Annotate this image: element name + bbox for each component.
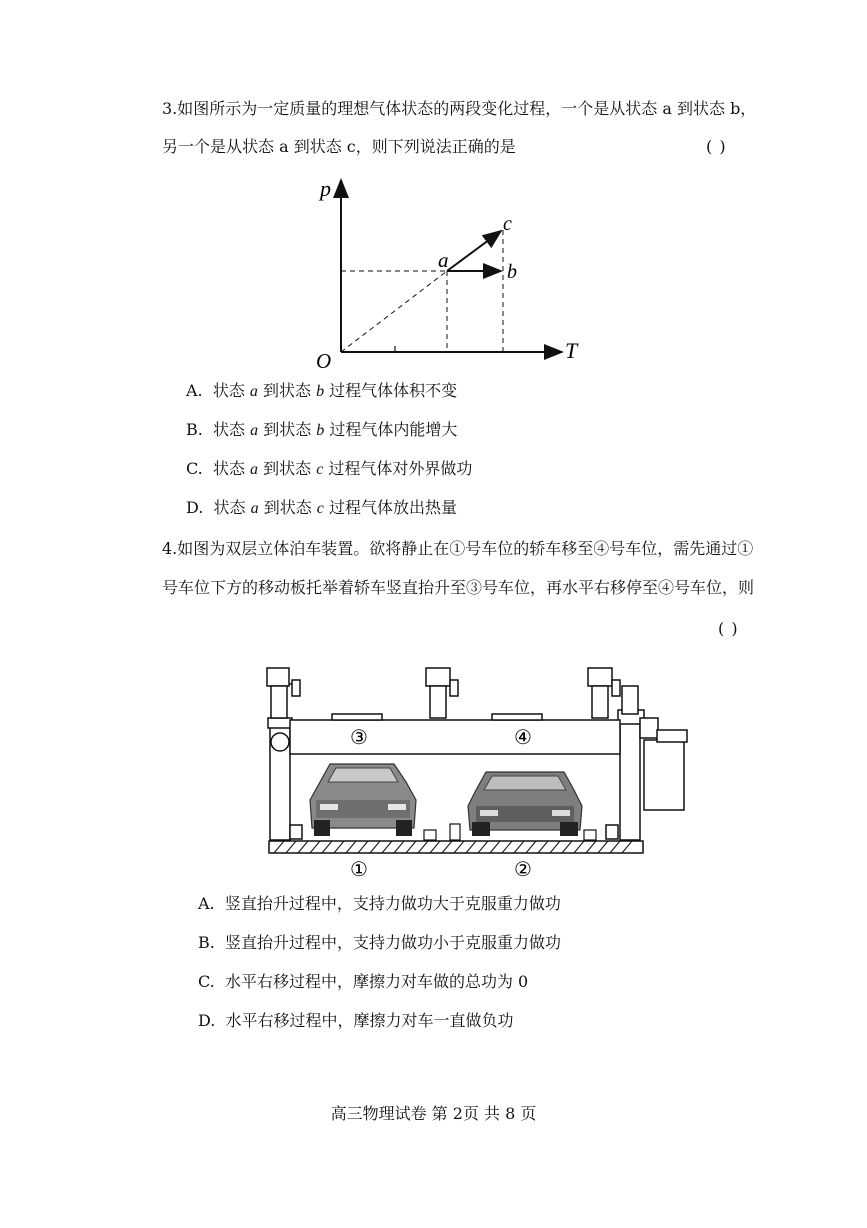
q3-option-d: D. 状态 a 到状态 c 过程气体放出热量 (186, 498, 457, 517)
lift-actuator-right (588, 668, 620, 718)
arrow-a-to-c (447, 231, 501, 271)
car-left (310, 764, 416, 836)
upper-deck (290, 714, 620, 754)
dashed-origin-to-a (341, 271, 447, 352)
car-right (468, 772, 582, 836)
page-footer: 高三物理试卷 第 2页 共 8 页 (330, 1104, 537, 1123)
q3-option-c: C. 状态 a 到状态 c 过程气体对外界做功 (186, 459, 473, 478)
slot-1-label: ① (350, 859, 368, 881)
q3-option-b: B. 状态 a 到状态 b 过程气体内能增大 (186, 420, 458, 439)
right-column (606, 686, 687, 840)
point-b-label: b (507, 261, 517, 283)
q4-option-b: B. 竖直抬升过程中，支持力做功小于克服重力做功 (198, 933, 562, 952)
q3-option-a: A. 状态 a 到状态 b 过程气体体积不变 (186, 381, 458, 400)
x-axis-label: T (565, 338, 578, 363)
pt-graph (310, 170, 600, 370)
origin-label: O (316, 349, 332, 370)
q3-stem-line2: 另一个是从状态 a 到状态 c，则下列说法正确的是 (162, 137, 516, 156)
q3-stem-line1: 3.如图所示为一定质量的理想气体状态的两段变化过程，一个是从状态 a 到状态 b， (162, 99, 757, 118)
y-axis-label: p (320, 176, 331, 201)
ground-base (269, 841, 643, 853)
slot-4-label: ④ (514, 727, 532, 749)
slot-2-label: ② (514, 859, 532, 881)
parking-figure (262, 660, 692, 885)
lift-actuator-middle (426, 668, 458, 718)
q3-answer-bracket: ( ) (706, 137, 727, 156)
q4-option-d: D. 水平右移过程中，摩擦力对车一直做负功 (198, 1011, 514, 1030)
slot-3-label: ③ (350, 727, 368, 749)
point-a-label: a (438, 248, 449, 272)
q4-stem-line2: 号车位下方的移动板托举着轿车竖直抬升至③号车位，再水平右移停至④号车位，则 (162, 578, 755, 597)
q4-option-c: C. 水平右移过程中，摩擦力对车做的总功为 0 (198, 972, 529, 991)
q4-option-a: A. 竖直抬升过程中，支持力做功大于克服重力做功 (198, 894, 561, 913)
point-c-label: c (503, 213, 512, 235)
q4-stem-line1: 4.如图为双层立体泊车装置。欲将静止在①号车位的轿车移至④号车位，需先通过① (162, 539, 754, 558)
q4-answer-bracket: ( ) (718, 619, 739, 638)
